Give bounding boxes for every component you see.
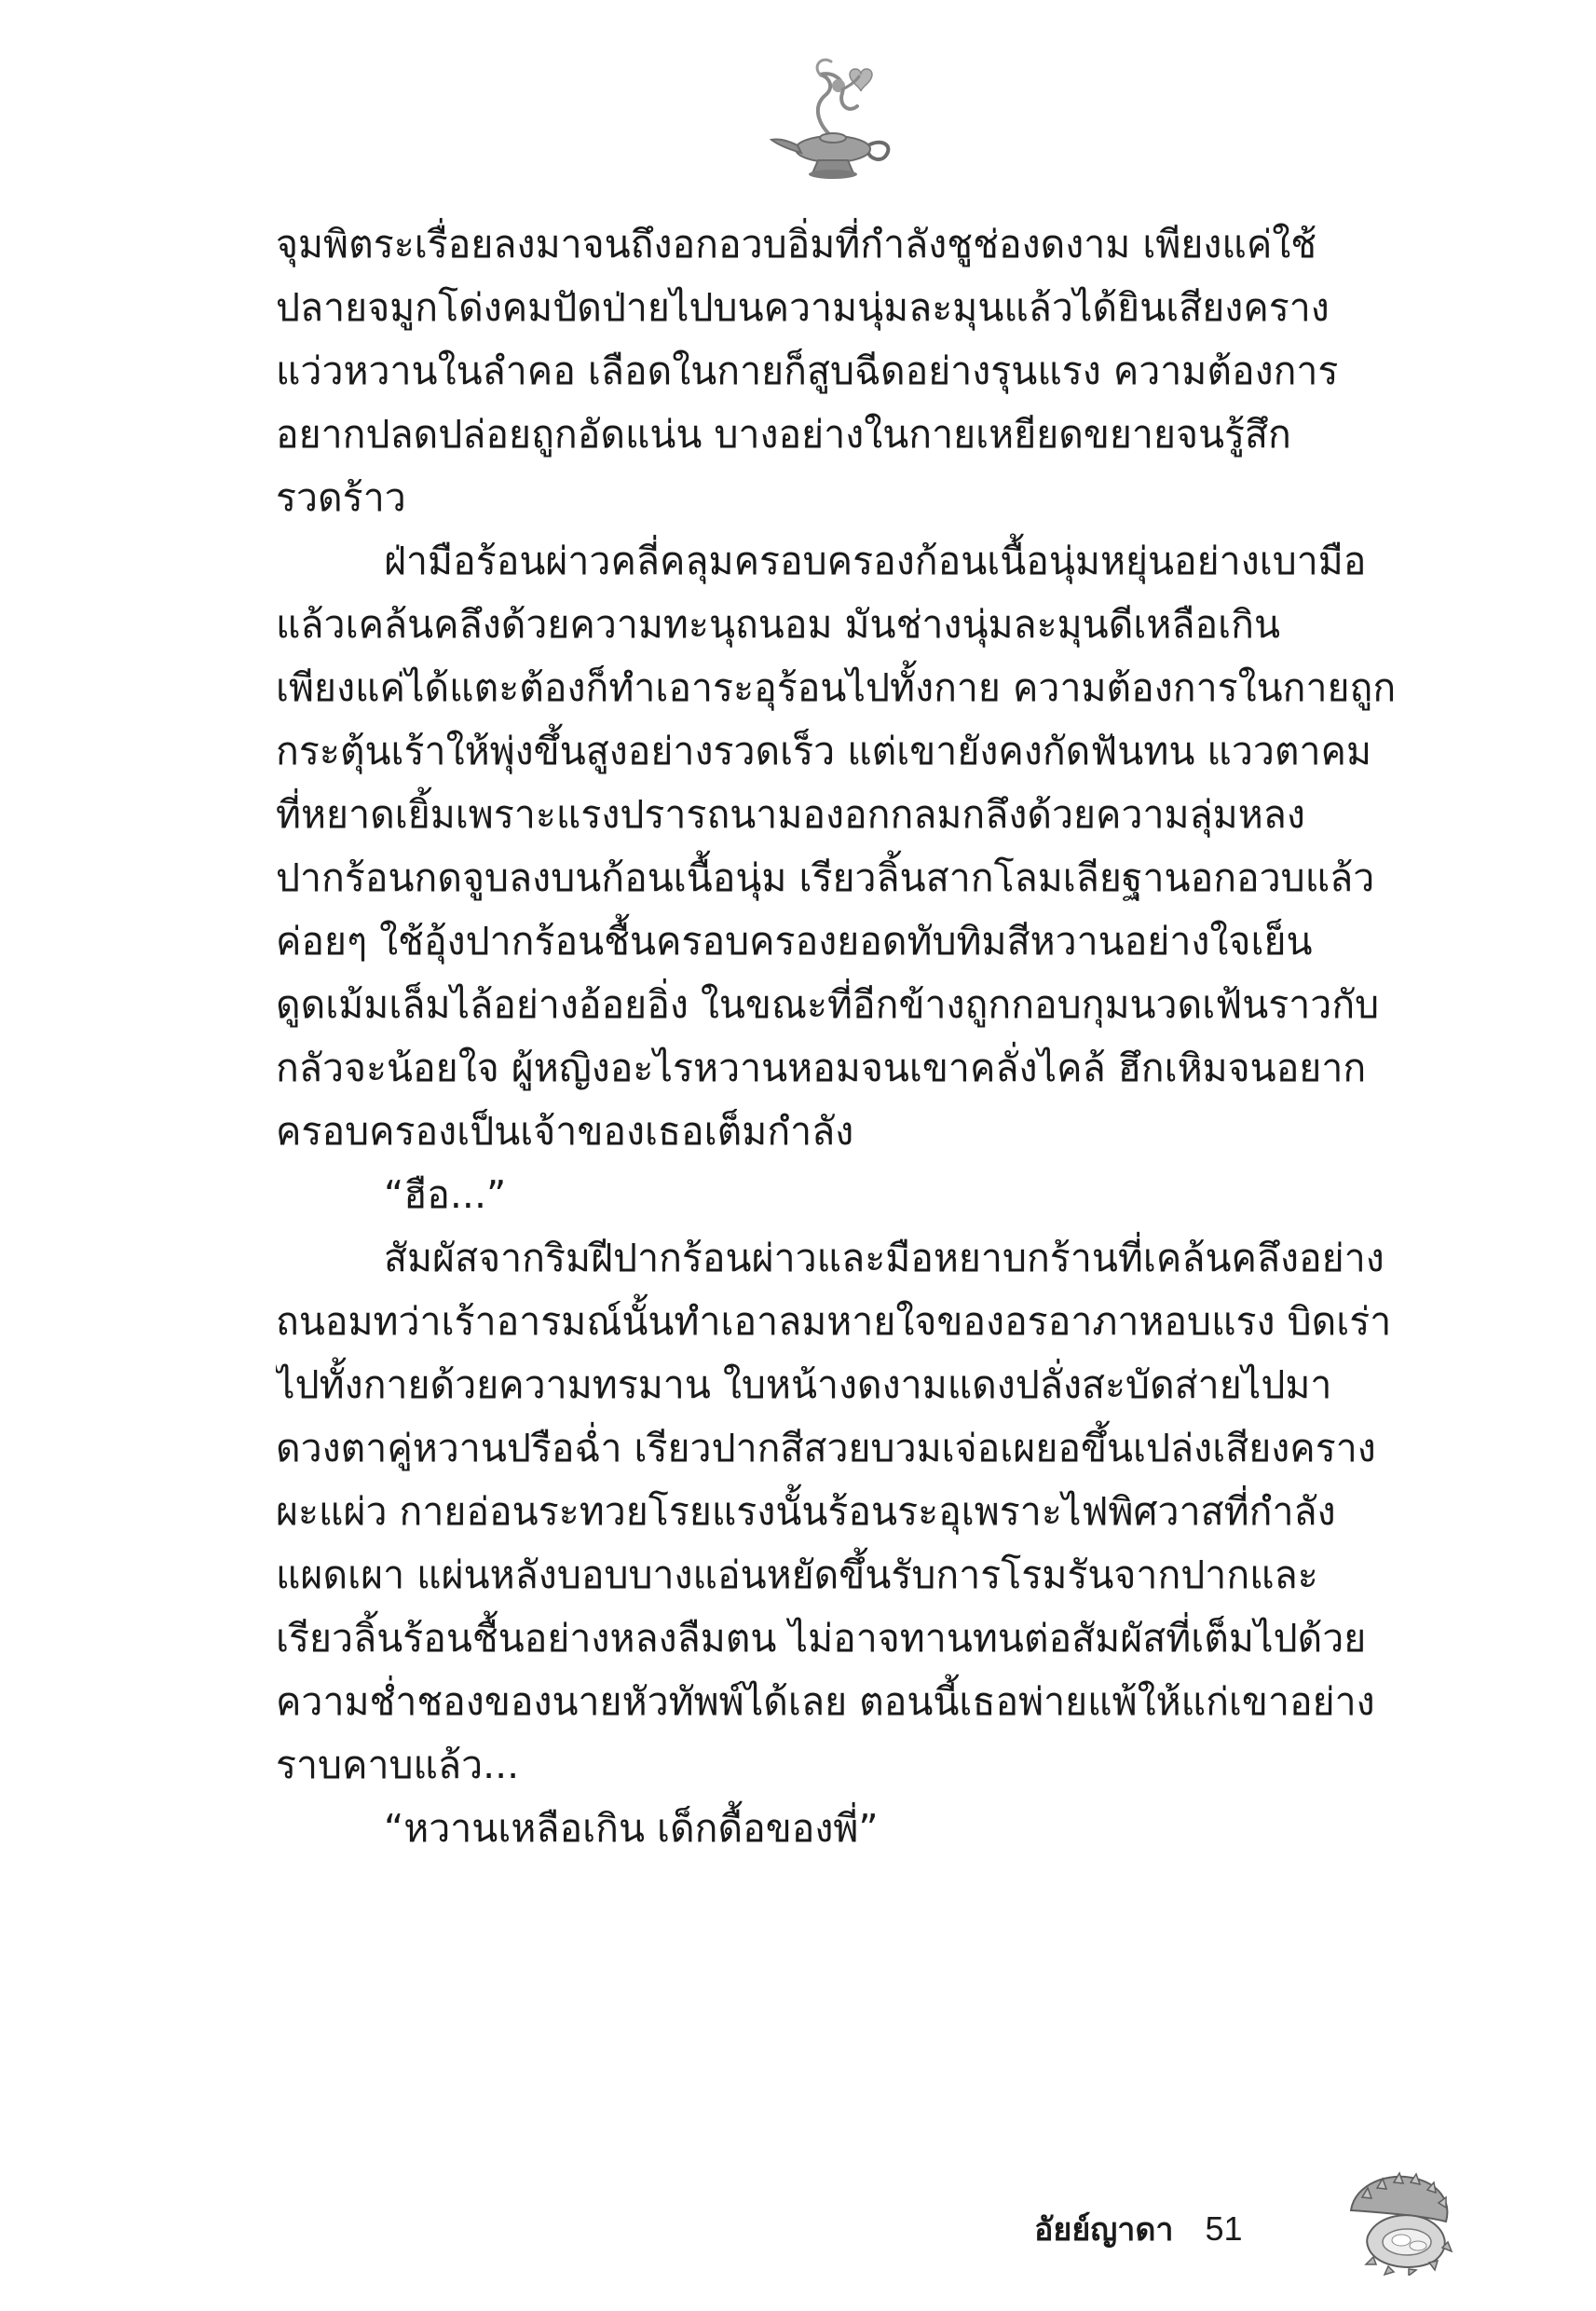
text-line: ไปทั้งกายด้วยความทรมาน ใบหน้างดงามแดงปลั่งสะบัดส่ายไปมา (276, 1362, 1332, 1407)
text-line: เพียงแค่ได้แตะต้องก็ทำเอาระอุร้อนไปทั้งกาย ความต้องการในกายถูก (276, 665, 1397, 710)
text-line: กลัวจะน้อยใจ ผู้หญิงอะไรหวานหอมจนเขาคลั่งไคล้ ฮึกเหิมจนอยาก (276, 1046, 1367, 1090)
text-line: อยากปลดปล่อยถูกอัดแน่น บางอย่างในกายเหยียดขยายจนรู้สึก (276, 412, 1291, 457)
dialogue-line: “ฮือ...” (384, 1172, 507, 1217)
text-line: ผะแผ่ว กายอ่อนระทวยโรยแรงนั้นร้อนระอุเพราะไฟพิศวาสที่กำลัง (276, 1489, 1336, 1534)
text-line: แล้วเคล้นคลึงด้วยความทะนุถนอม มันช่างนุ่มละมุนดีเหลือเกิน (276, 602, 1280, 647)
page-footer (1034, 2201, 1243, 2257)
text-line-paragraph-start: ฝ่ามือร้อนผ่าวคลี่คลุมครอบครองก้อนเนื้อนุ่มหยุ่นอย่างเบามือ (384, 539, 1367, 583)
text-line: ดวงตาคู่หวานปรือฉ่ำ เรียวปากสีสวยบวมเจ่อเผยอขึ้นเปล่งเสียงคราง (276, 1426, 1376, 1470)
text-line: ครอบครองเป็นเจ้าของเธอเต็มกำลัง (276, 1109, 854, 1154)
footer-book-title: อัยย์ญาดา (1034, 2211, 1174, 2249)
text-line: แว่วหวานในลำคอ เลือดในกายก็สูบฉีดอย่างรุนแรง ความต้องการ (276, 349, 1339, 393)
text-line: ค่อยๆ ใช้อุ้งปากร้อนชื้นครอบครองยอดทับทิมสีหวานอย่างใจเย็น (276, 919, 1313, 964)
dialogue-line: “หวานเหลือเกิน เด็กดื้อของพี่” (384, 1806, 879, 1851)
text-line: ปากร้อนกดจูบลงบนก้อนเนื้อนุ่ม เรียวลิ้นสากโลมเลียฐานอกอวบแล้ว (276, 855, 1375, 900)
text-line-paragraph-start: สัมผัสจากริมฝีปากร้อนผ่าวและมือหยาบกร้านที่เคล้นคลึงอย่าง (384, 1236, 1385, 1280)
text-line: ความช่ำชองของนายหัวทัพพ์ได้เลย ตอนนี้เธอพ่ายแพ้ให้แก่เขาอย่าง (276, 1679, 1375, 1724)
text-line: กระตุ้นเร้าให้พุ่งขึ้นสูงอย่างรวดเร็ว แต่เขายังคงกัดฟันทน แววตาคม (276, 729, 1371, 773)
text-line: ดูดเม้มเล็มไล้อย่างอ้อยอิ่ง ในขณะที่อีกข้างถูกกอบกุมนวดเฟ้นราวกับ (276, 982, 1380, 1027)
text-line: ถนอมทว่าเร้าอารมณ์นั้นทำเอาลมหายใจของอรอาภาหอบแรง บิดเร่า (276, 1299, 1392, 1344)
page-number: 51 (1205, 2209, 1243, 2248)
durian-icon (1342, 2164, 1463, 2276)
text-line: เรียวลิ้นร้อนชื้นอย่างหลงลืมตน ไม่อาจทานทนต่อสัมผัสที่เต็มไปด้วย (276, 1616, 1367, 1661)
text-line: จุมพิตระเรื่อยลงมาจนถึงอกอวบอิ่มที่กำลังชูช่องดงาม เพียงแค่ใช้ (276, 222, 1317, 267)
text-line: รวดร้าว (276, 475, 406, 520)
text-line: ที่หยาดเยิ้มเพราะแรงปรารถนามองอกกลมกลึงด้วยความลุ่มหลง (276, 792, 1305, 837)
text-line: แผดเผา แผ่นหลังบอบบางแอ่นหยัดขึ้นรับการโรมรันจากปากและ (276, 1552, 1318, 1597)
text-line: ราบคาบแล้ว... (276, 1743, 520, 1787)
text-line: ปลายจมูกโด่งคมปัดป่ายไปบนความนุ่มละมุนแล้วได้ยินเสียงคราง (276, 285, 1330, 330)
magic-lamp-genie-icon (764, 48, 904, 188)
chapter-body-text (276, 212, 1412, 1860)
